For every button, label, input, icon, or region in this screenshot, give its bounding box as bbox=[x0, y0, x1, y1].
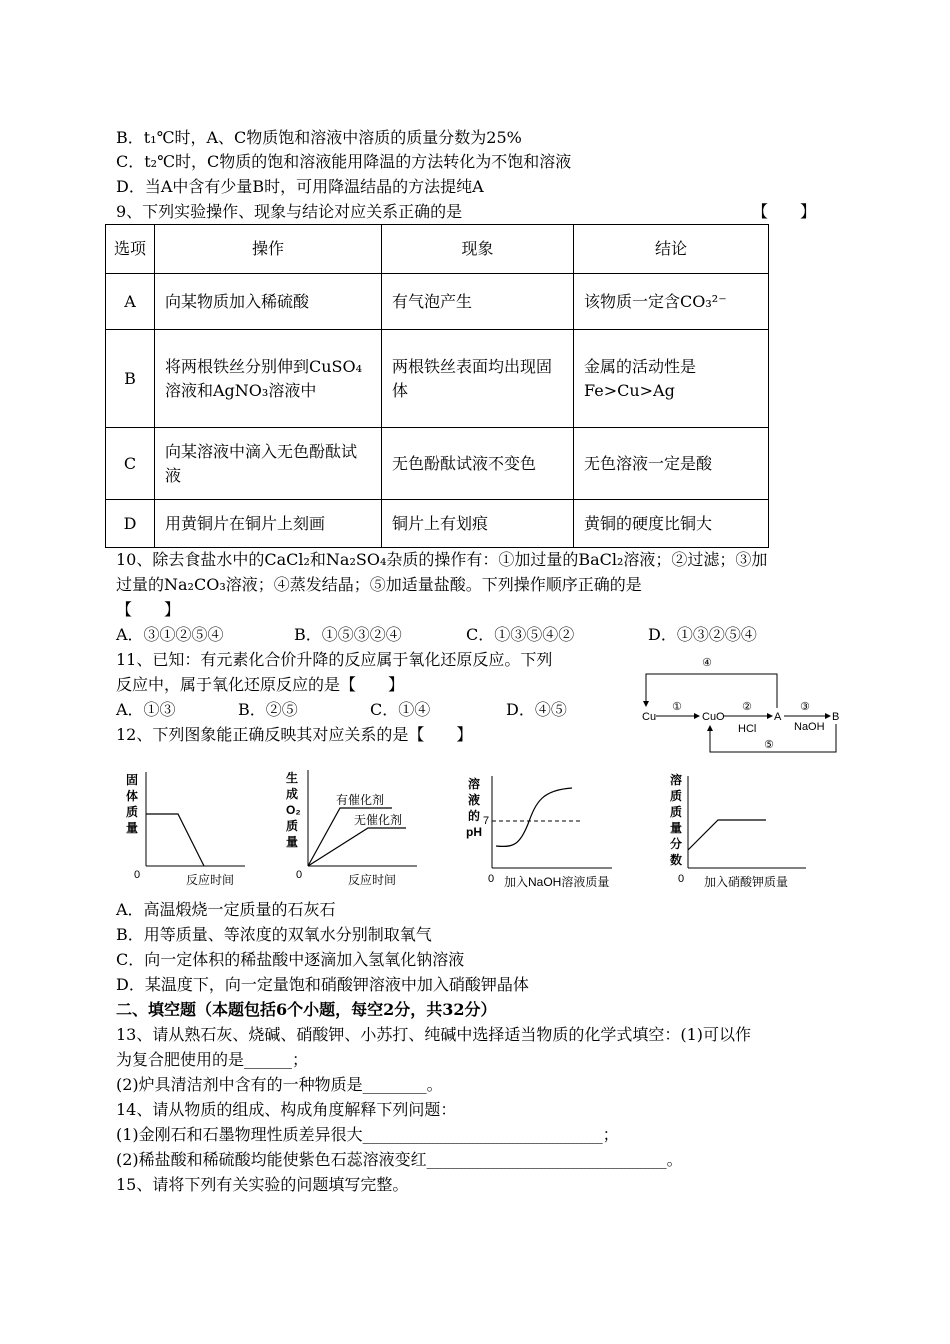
q10-option-b: B．①⑤③②④ bbox=[294, 625, 402, 644]
q12-graph-a bbox=[120, 768, 250, 890]
g2-ylabel: 生 bbox=[286, 771, 299, 785]
q12-option-a: A．高温煅烧一定质量的石灰石 bbox=[116, 900, 336, 919]
g4-ylabel: 数 bbox=[670, 853, 683, 867]
q9-table bbox=[105, 224, 769, 548]
q9-row-d-option: D bbox=[106, 500, 155, 548]
q9-row-c-option: C bbox=[106, 428, 155, 500]
g3-ylabel: 溶 bbox=[468, 777, 481, 791]
g4-xlabel: 加入硝酸钾质量 bbox=[704, 875, 789, 889]
q11-option-c: C．①④ bbox=[370, 700, 431, 719]
q9-row-d-operation: 用黄铜片在铜片上刻画 bbox=[155, 500, 382, 548]
g1-ylabel: 量 bbox=[126, 821, 139, 835]
g1-curve bbox=[146, 814, 204, 866]
table-row bbox=[106, 274, 769, 330]
q11-line1: 11、已知：有元素化合价升降的反应属于氧化还原反应。下列 bbox=[116, 650, 553, 669]
g1-ylabel: 体 bbox=[126, 789, 139, 803]
g3-curve bbox=[496, 788, 572, 846]
g2-label-no-catalyst: 无催化剂 bbox=[354, 813, 403, 827]
q13-line1: 13、请从熟石灰、烧碱、硝酸钾、小苏打、纯碱中选择适当物质的化学式填空：(1)可以作 bbox=[116, 1025, 752, 1044]
q9-stem: 9、下列实验操作、现象与结论对应关系正确的是 bbox=[116, 202, 463, 221]
q11-option-b: B．②⑤ bbox=[238, 700, 298, 719]
g2-ylabel: 量 bbox=[286, 835, 299, 849]
g4-ylabel: 质 bbox=[670, 789, 683, 803]
g3-origin: 0 bbox=[488, 873, 495, 885]
table-row bbox=[106, 428, 769, 500]
label-3: ③ bbox=[800, 701, 810, 713]
q10-line2: 过量的Na₂CO₃溶液；④蒸发结晶；⑤加适量盐酸。下列操作顺序正确的是 bbox=[116, 575, 642, 594]
node-cu: Cu bbox=[642, 711, 657, 723]
g4-origin: 0 bbox=[678, 873, 685, 885]
q12-option-d: D．某温度下，向一定量饱和硝酸钾溶液中加入硝酸钾晶体 bbox=[116, 975, 529, 994]
q12-graph-c bbox=[462, 772, 622, 892]
q11-option-a: A．①③ bbox=[116, 700, 176, 719]
q11-reaction-diagram bbox=[636, 650, 846, 760]
q9-header-phenomenon: 现象 bbox=[382, 225, 574, 274]
g4-ylabel: 溶 bbox=[670, 773, 683, 787]
q9-row-a-conclusion: 该物质一定含CO₃²⁻ bbox=[574, 274, 769, 330]
q9-header-operation: 操作 bbox=[155, 225, 382, 274]
g3-ylabel: pH bbox=[466, 825, 482, 839]
q14-stem: 14、请从物质的组成、构成角度解释下列问题： bbox=[116, 1100, 457, 1119]
q8-option-d: D．当A中含有少量B时，可用降温结晶的方法提纯A bbox=[116, 177, 484, 196]
q9-row-d-phenomenon: 铜片上有划痕 bbox=[382, 500, 574, 548]
g2-curve-no-catalyst bbox=[308, 828, 406, 866]
g2-ylabel: O₂ bbox=[286, 803, 301, 817]
label-naoh: NaOH bbox=[794, 721, 825, 733]
q9-answer-bracket: 【 】 bbox=[752, 202, 817, 221]
label-5: ⑤ bbox=[764, 739, 774, 751]
q9-row-c-phenomenon: 无色酚酞试液不变色 bbox=[382, 428, 574, 500]
table-row bbox=[106, 500, 769, 548]
g3-ph7-label: 7 bbox=[483, 815, 490, 827]
g4-curve bbox=[688, 820, 766, 850]
g2-origin: 0 bbox=[296, 869, 303, 881]
g4-ylabel: 分 bbox=[670, 837, 683, 851]
node-a: A bbox=[774, 711, 782, 723]
table-row bbox=[106, 330, 769, 428]
node-cuo: CuO bbox=[702, 711, 725, 723]
g3-ylabel: 的 bbox=[468, 809, 481, 823]
arrow-4 bbox=[646, 674, 777, 708]
g3-ylabel: 液 bbox=[468, 793, 481, 807]
q10-line1: 10、除去食盐水中的CaCl₂和Na₂SO₄杂质的操作有：①加过量的BaCl₂溶液；②过滤；③加 bbox=[116, 550, 768, 569]
label-4: ④ bbox=[702, 657, 712, 669]
q9-row-c-conclusion: 无色溶液一定是酸 bbox=[574, 428, 769, 500]
q9-header-conclusion: 结论 bbox=[574, 225, 769, 274]
q10-answer-bracket: 【 】 bbox=[116, 600, 181, 619]
q12-graph-b bbox=[282, 766, 422, 892]
g1-ylabel: 固 bbox=[126, 773, 139, 787]
label-2: ② bbox=[742, 701, 752, 713]
q14-part2: (2)稀盐酸和稀硫酸均能使紫色石蕊溶液变红______________________________。 bbox=[116, 1150, 683, 1169]
q12-graph-d bbox=[666, 770, 816, 892]
section2-title: 二、填空题（本题包括6个小题，每空2分，共32分） bbox=[116, 1000, 497, 1019]
g1-origin: 0 bbox=[134, 869, 141, 881]
g2-ylabel: 成 bbox=[286, 787, 299, 801]
q10-option-d: D．①③②⑤④ bbox=[648, 625, 757, 644]
q12-option-c: C．向一定体积的稀盐酸中逐滴加入氢氧化钠溶液 bbox=[116, 950, 465, 969]
label-hcl: HCl bbox=[738, 723, 757, 735]
q9-header-option: 选项 bbox=[106, 225, 155, 274]
label-1: ① bbox=[672, 701, 682, 713]
q9-row-b-operation: 将两根铁丝分别伸到CuSO₄溶液和AgNO₃溶液中 bbox=[155, 330, 382, 428]
g2-ylabel: 质 bbox=[286, 819, 299, 833]
q9-row-b-conclusion: 金属的活动性是Fe>Cu>Ag bbox=[574, 330, 769, 428]
q9-row-c-operation: 向某溶液中滴入无色酚酞试液 bbox=[155, 428, 382, 500]
g1-xlabel: 反应时间 bbox=[186, 873, 235, 887]
g3-xlabel: 加入NaOH溶液质量 bbox=[504, 875, 610, 889]
q9-row-b-phenomenon: 两根铁丝表面均出现固体 bbox=[382, 330, 574, 428]
g2-label-catalyst: 有催化剂 bbox=[336, 793, 385, 807]
q14-part1: (1)金刚石和石墨物理性质差异很大______________________________； bbox=[116, 1125, 619, 1144]
q9-row-b-option: B bbox=[106, 330, 155, 428]
q13-line2: 为复合肥使用的是______； bbox=[116, 1050, 309, 1069]
q13-line3: (2)炉具清洁剂中含有的一种物质是________。 bbox=[116, 1075, 443, 1094]
q12-stem: 12、下列图象能正确反映其对应关系的是【 】 bbox=[116, 725, 473, 744]
q10-option-c: C．①③⑤④② bbox=[466, 625, 575, 644]
q9-row-a-option: A bbox=[106, 274, 155, 330]
q9-row-a-phenomenon: 有气泡产生 bbox=[382, 274, 574, 330]
g4-ylabel: 质 bbox=[670, 805, 683, 819]
g2-xlabel: 反应时间 bbox=[348, 873, 397, 887]
q8-option-b: B．t₁℃时，A、C物质饱和溶液中溶质的质量分数为25% bbox=[116, 128, 522, 147]
q8-option-c: C．t₂℃时，C物质的饱和溶液能用降温的方法转化为不饱和溶液 bbox=[116, 152, 572, 171]
q9-row-d-conclusion: 黄铜的硬度比铜大 bbox=[574, 500, 769, 548]
g4-ylabel: 量 bbox=[670, 821, 683, 835]
q15-stem: 15、请将下列有关实验的问题填写完整。 bbox=[116, 1175, 409, 1194]
q9-row-a-operation: 向某物质加入稀硫酸 bbox=[155, 274, 382, 330]
g1-ylabel: 质 bbox=[126, 805, 139, 819]
q11-option-d: D．④⑤ bbox=[506, 700, 567, 719]
q12-option-b: B．用等质量、等浓度的双氧水分别制取氧气 bbox=[116, 925, 432, 944]
q11-line2: 反应中，属于氧化还原反应的是【 】 bbox=[116, 675, 405, 694]
node-b: B bbox=[832, 711, 840, 723]
q10-option-a: A．③①②⑤④ bbox=[116, 625, 224, 644]
